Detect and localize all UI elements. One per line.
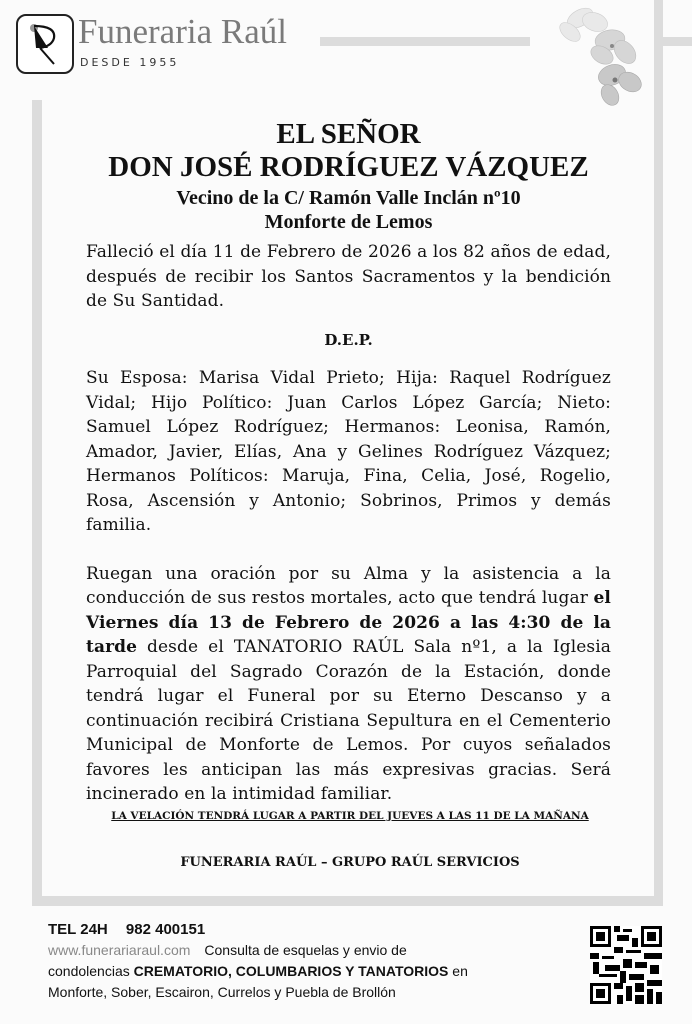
phone-line <box>48 920 568 940</box>
locations-line: Monforte, Sober, Escairon, Currelos y Puebla de Brollón <box>48 984 396 1000</box>
frame-left <box>32 100 42 906</box>
footer-line-1-text: Consulta de esquelas y envio de <box>204 942 407 958</box>
footer-line-1 <box>48 940 568 961</box>
death-paragraph: Falleció el día 11 de Febrero de 2026 a los 82 años de edad, después de recibir los Santos Sacramentos y la bendición de Su Santidad. <box>86 242 611 311</box>
brand-name: Funeraria Raúl <box>78 12 287 51</box>
logo-r-icon <box>26 22 64 66</box>
services-list: CREMATORIO, COLUMBARIOS Y TANATORIOS <box>133 963 449 979</box>
footer-line-2-suffix: en <box>448 963 468 979</box>
website-link[interactable]: www.funerariaraul.com <box>48 942 191 958</box>
ceremony-details: desde el TANATORIO RAÚL Sala nº1, a la Iglesia Parroquial del Sagrado Corazón de la Estación, donde tendrá lugar el Funeral por su Eterno Descanso y a continuación recibirá Cristiana Sepultura en el Cementerio Municipal de Monforte de Lemos. Por cuyos señalados favores les anticipan las más expresivas gracias. Será incinerado en la intimidad familiar. <box>86 637 611 804</box>
brand-since: DESDE 1955 <box>80 56 180 69</box>
family-paragraph: Su Esposa: Marisa Vidal Prieto; Hija: Raquel Rodríguez Vidal; Hijo Político: Juan Carlos López García; Nieto: Samuel López Rodríguez; Hermanos: Leonisa, Ramón, Amador, Javier, Elías, Ana y Gelines Rodríguez Vázquez; Hermanos Políticos: Maruja, Fina, Celia, José, Rogelio, Rosa, Ascensión y Antonio; Sobrinos, Primos y demás familia. <box>86 368 611 535</box>
ceremony-date: el Viernes día 13 de Febrero de 2026 a las 4:30 de la tarde <box>86 588 611 657</box>
plumeria-flowers-icon <box>540 0 650 110</box>
velacion-note: LA VELACIÓN TENDRÁ LUGAR A PARTIR DEL JUEVES A LAS 11 DE LA MAÑANA <box>111 810 589 822</box>
deceased-name: DON JOSÉ RODRÍGUEZ VÁZQUEZ <box>108 151 589 183</box>
footer-line-2 <box>48 961 568 982</box>
obituary-body <box>86 118 611 807</box>
address-line-2: Monforte de Lemos <box>264 211 433 233</box>
title-line-1: EL SEÑOR <box>276 118 421 150</box>
ceremony-intro: Ruegan una oración por su Alma y la asistencia a la conducción de sus restos mortales, acto que tendrá lugar <box>86 563 611 608</box>
logo <box>16 14 74 74</box>
tel-label: TEL 24H <box>48 921 108 938</box>
frame-top-right <box>660 37 692 46</box>
frame-bottom <box>32 896 663 906</box>
qr-code-icon[interactable] <box>590 925 662 1005</box>
frame-right <box>654 0 663 906</box>
address-line-1: Vecino de la C/ Ramón Valle Inclán nº10 <box>176 187 521 209</box>
dep-label: D.E.P. <box>324 330 373 349</box>
footer <box>48 920 568 1003</box>
tel-number[interactable]: 982 400151 <box>125 921 206 938</box>
group-name: FUNERARIA RAÚL – GRUPO RAÚL SERVICIOS <box>180 855 520 870</box>
ceremony-paragraph <box>86 562 611 807</box>
frame-top-left <box>320 37 530 46</box>
footer-line-2-prefix: condolencias <box>48 963 134 979</box>
